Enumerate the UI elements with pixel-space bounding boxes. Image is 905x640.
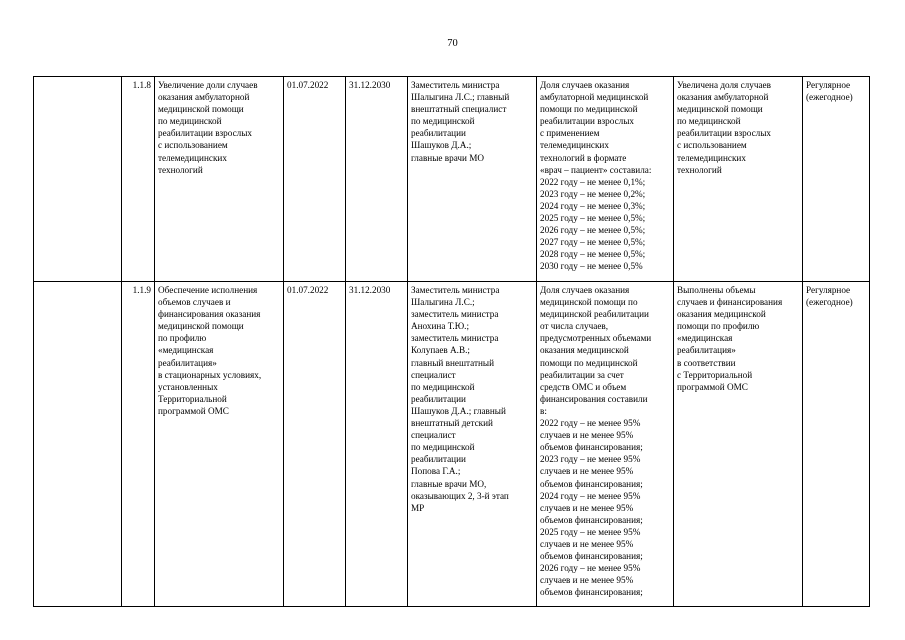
cell-line: Шалыгина Л.С.; главный — [411, 92, 510, 103]
cell-line: медицинской помощи по — [540, 297, 638, 308]
cell-line: 2026 году – не менее 0,5%; — [540, 225, 646, 236]
cell-line: Заместитель министра — [411, 80, 500, 90]
cell-line: Заместитель министра — [411, 285, 500, 295]
cell-line: объемов финансирования; — [540, 442, 643, 453]
cell-line: Выполнены объемы — [677, 285, 756, 295]
cell-line: 2023 году – не менее 95% — [540, 454, 641, 465]
cell-line: финансирования составили — [540, 393, 648, 404]
start-date-cell: 01.07.2022 — [284, 282, 346, 607]
cell-line: заместитель министра — [411, 333, 499, 344]
cell-line: по профилю — [158, 333, 207, 344]
cell-line: объемов финансирования; — [540, 551, 643, 562]
cell-line: по медицинской — [411, 381, 475, 392]
cell-line: Регулярное — [806, 80, 851, 90]
empty-cell — [34, 282, 122, 607]
table-row — [34, 77, 870, 282]
cell-line: телемедицинских — [540, 140, 609, 151]
cell-line: главные врачи МО, — [411, 478, 487, 489]
cell-line: по медицинской — [677, 116, 741, 127]
start-date-cell: 01.07.2022 — [284, 77, 346, 282]
cell-line: с использованием — [158, 140, 228, 151]
result-cell — [674, 282, 803, 607]
cell-line: по медицинской — [411, 442, 475, 453]
cell-line: телемедицинских — [677, 152, 746, 163]
cell-line: реабилитации — [411, 393, 466, 404]
cell-line: Доля случаев оказания — [540, 80, 630, 90]
cell-line: МР — [411, 502, 425, 513]
cell-line: 2028 году – не менее 0,5%; — [540, 249, 646, 260]
event-cell — [155, 282, 284, 607]
cell-line: реабилитации взрослых — [158, 128, 253, 139]
cell-line: медицинской помощи — [677, 104, 763, 115]
cell-line: оказывающих 2, 3-й этап — [411, 490, 509, 501]
responsible-cell — [408, 282, 537, 607]
cell-line: программой ОМС — [158, 405, 229, 416]
cell-line: технологий в формате — [540, 152, 627, 163]
cell-line: случаев и финансирования — [677, 297, 783, 308]
cell-line: Анохина Т.Ю.; — [411, 321, 469, 332]
cell-line: реабилитации — [411, 454, 466, 465]
cell-line: по медицинской — [158, 116, 222, 127]
cell-line: (ежегодное) — [806, 92, 853, 103]
cell-line: медицинской помощи — [158, 321, 244, 332]
cell-line: помощи по медицинской — [540, 104, 638, 115]
cell-line: «медицинская — [158, 345, 214, 356]
cell-line: 2025 году – не менее 0,5%; — [540, 213, 646, 224]
cell-line: 2026 году – не менее 95% — [540, 563, 641, 574]
cell-line: средств ОМС и объем — [540, 381, 627, 392]
cell-line: реабилитации — [411, 128, 466, 139]
cell-line: установленных — [158, 381, 218, 392]
cell-line: Шашуков Д.А.; — [411, 140, 472, 151]
cell-line: случаев и не менее 95% — [540, 502, 634, 513]
table-row — [34, 282, 870, 607]
cell-line: объемов финансирования; — [540, 478, 643, 489]
cell-line: помощи по профилю — [677, 321, 760, 332]
cell-line: реабилитации за счет — [540, 369, 624, 380]
cell-line: Доля случаев оказания — [540, 285, 630, 295]
cell-line: оказания амбулаторной — [677, 92, 769, 103]
cell-line: с применением — [540, 128, 600, 139]
item-number-cell: 1.1.8 — [122, 77, 155, 282]
result-cell — [674, 77, 803, 282]
cell-line: Увеличена доля случаев — [677, 80, 771, 90]
responsible-cell — [408, 77, 537, 282]
cell-line: 2024 году – не менее 95% — [540, 490, 641, 501]
cell-line: случаев и не менее 95% — [540, 466, 634, 477]
cell-line: программой ОМС — [677, 381, 748, 392]
cell-line: Увеличение доли случаев — [158, 80, 258, 90]
cell-line: предусмотренных объемами — [540, 333, 652, 344]
cell-line: 2025 году – не менее 95% — [540, 526, 641, 537]
cell-line: Регулярное — [806, 285, 851, 295]
cell-line: Территориальной — [158, 393, 227, 404]
indicator-cell — [537, 282, 674, 607]
cell-line: Колупаев А.В.; — [411, 345, 470, 356]
cell-line: оказания амбулаторной — [158, 92, 250, 103]
cell-line: объемов финансирования; — [540, 514, 643, 525]
frequency-cell — [803, 282, 870, 607]
cell-line: с Территориальной — [677, 369, 753, 380]
cell-line: внештатный специалист — [411, 104, 507, 115]
end-date-cell: 31.12.2030 — [346, 77, 408, 282]
cell-line: главные врачи МО — [411, 152, 485, 163]
cell-line: объемов финансирования; — [540, 587, 643, 598]
cell-line: объемов случаев и — [158, 297, 231, 308]
cell-line: медицинской помощи — [158, 104, 244, 115]
cell-line: специалист — [411, 430, 456, 441]
item-number-cell: 1.1.9 — [122, 282, 155, 607]
cell-line: технологий — [677, 164, 722, 175]
cell-line: заместитель министра — [411, 309, 499, 320]
cell-line: главный внештатный — [411, 357, 495, 368]
cell-line: технологий — [158, 164, 203, 175]
cell-line: от числа случаев, — [540, 321, 609, 332]
cell-line: оказания медицинской — [677, 309, 766, 320]
end-date-cell: 31.12.2030 — [346, 282, 408, 607]
cell-line: 2023 году – не менее 0,2%; — [540, 188, 646, 199]
cell-line: амбулаторной медицинской — [540, 92, 649, 103]
cell-line: «врач – пациент» составила: — [540, 164, 652, 175]
page-number: 70 — [447, 38, 458, 49]
cell-line: 2022 году – не менее 95% — [540, 418, 641, 429]
cell-line: медицинской реабилитации — [540, 309, 649, 320]
cell-line: специалист — [411, 369, 456, 380]
event-cell — [155, 77, 284, 282]
cell-line: в соответствии — [677, 357, 736, 368]
cell-line: случаев и не менее 95% — [540, 538, 634, 549]
cell-line: (ежегодное) — [806, 297, 853, 308]
cell-line: 2022 году – не менее 0,1%; — [540, 176, 646, 187]
cell-line: Шашуков Д.А.; главный — [411, 405, 506, 416]
frequency-cell — [803, 77, 870, 282]
cell-line: финансирования оказания — [158, 309, 261, 320]
indicator-cell — [537, 77, 674, 282]
cell-line: Попова Г.А.; — [411, 466, 461, 477]
cell-line: Шалыгина Л.С.; — [411, 297, 475, 308]
cell-line: внештатный детский — [411, 418, 493, 429]
cell-line: «медицинская — [677, 333, 733, 344]
cell-line: реабилитации взрослых — [677, 128, 772, 139]
cell-line: по медицинской — [411, 116, 475, 127]
cell-line: случаев и не менее 95% — [540, 430, 634, 441]
measures-table — [33, 76, 870, 607]
cell-line: оказания медицинской — [540, 345, 629, 356]
cell-line: помощи по медицинской — [540, 357, 638, 368]
cell-line: реабилитация» — [158, 357, 217, 368]
empty-cell — [34, 77, 122, 282]
cell-line: 2027 году – не менее 0,5%; — [540, 237, 646, 248]
cell-line: 2024 году – не менее 0,3%; — [540, 200, 646, 211]
cell-line: реабилитация» — [677, 345, 736, 356]
cell-line: Обеспечение исполнения — [158, 285, 258, 295]
cell-line: в: — [540, 405, 547, 416]
cell-line: реабилитации взрослых — [540, 116, 635, 127]
cell-line: случаев и не менее 95% — [540, 575, 634, 586]
cell-line: 2030 году – не менее 0,5% — [540, 261, 643, 272]
cell-line: в стационарных условиях, — [158, 369, 262, 380]
cell-line: телемедицинских — [158, 152, 227, 163]
cell-line: с использованием — [677, 140, 747, 151]
